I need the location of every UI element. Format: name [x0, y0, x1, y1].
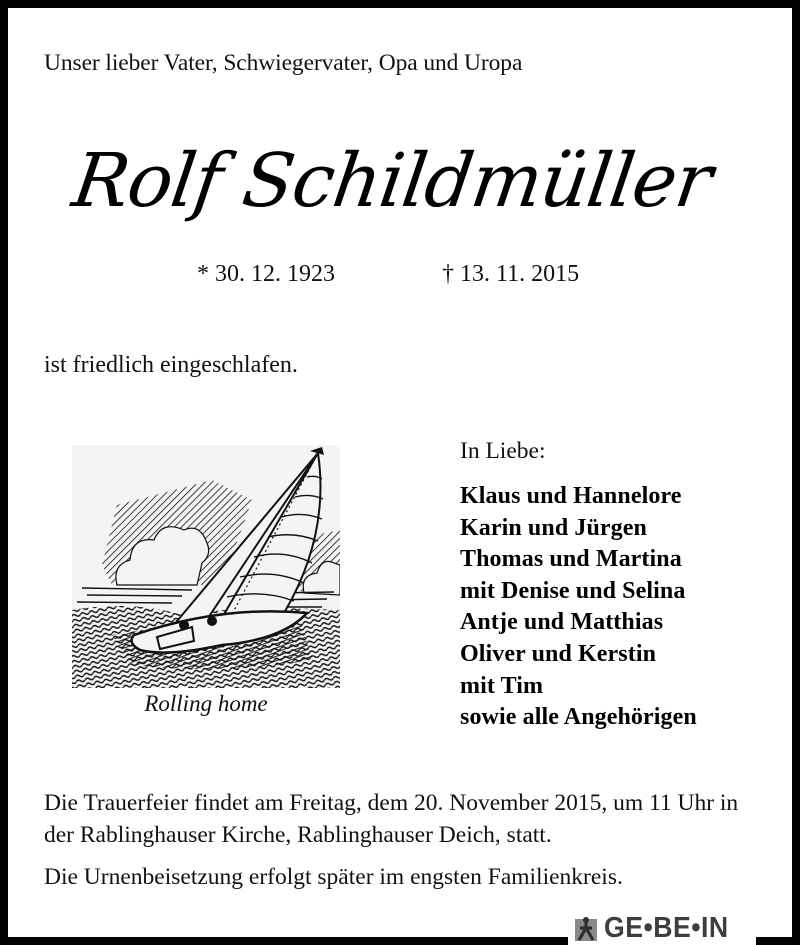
mourner-entry: sowie alle Angehörigen [460, 704, 697, 731]
mourner-entry: Antje und Matthias [460, 609, 664, 636]
mourners-heading: In Liebe: [460, 438, 546, 464]
sailboat-icon [72, 445, 340, 688]
deceased-name: Rolf Schildmüller [67, 138, 717, 224]
publisher-logo [568, 912, 756, 945]
mourner-entry: Klaus und Hannelore [460, 483, 682, 509]
mourner-entry: mit Tim [460, 672, 544, 699]
gebein-figure-icon [574, 916, 598, 942]
mourner-entry: Karin und Jürgen [460, 514, 647, 541]
mourner-entry: mit Denise und Selina [460, 577, 686, 604]
mourner-entry: Oliver und Kerstin [460, 640, 657, 667]
intro-line: Unser lieber Vater, Schwiegervater, Opa und Uropa [44, 50, 523, 76]
mourners-list [460, 481, 697, 734]
death-date: † 13. 11. 2015 [442, 261, 580, 287]
sailboat-image [72, 445, 340, 688]
funeral-service-text: Die Trauerfeier findet am Freitag, dem 20. November 2015, um 11 Uhr in der Rablinghauser Kirche, Rablinghauser Deich, statt. [44, 790, 739, 848]
image-caption: Rolling home [144, 691, 268, 716]
burial-text: Die Urnenbeisetzung erfolgt später im engsten Familienkreis. [44, 864, 623, 890]
publisher-logo-text: GE•BE•IN [604, 912, 729, 944]
mourner-entry: Thomas und Martina [460, 546, 682, 573]
birth-date: * 30. 12. 1923 [197, 261, 335, 287]
passing-statement: ist friedlich eingeschlafen. [44, 352, 298, 378]
